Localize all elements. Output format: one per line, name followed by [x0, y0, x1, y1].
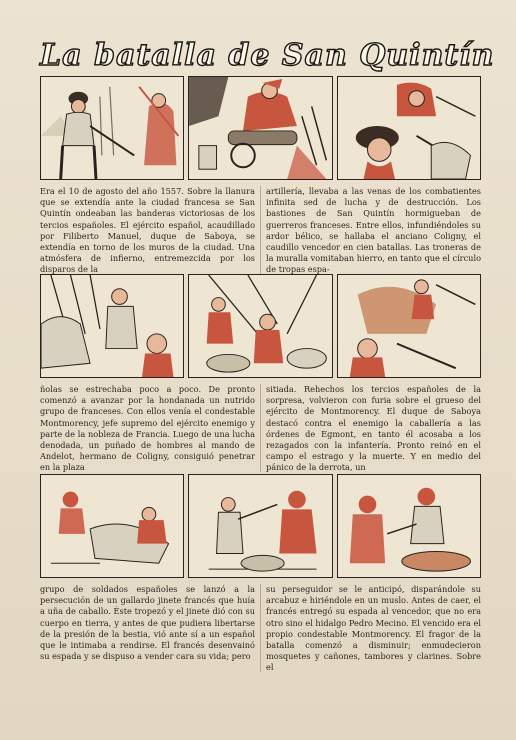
- text-column-right: sitiada. Rehechos los tercios españoles de la sorpresa, volvieron con furia sobre el grueso del ejército de Montmorency. El duque de Saboya destacó contra el enemigo la caballería a las órdenes de Egmont, en tanto él acosaba a los rezagados con la infantería. Pronto reinó en el campo el estrago y la muerte. Y en medio del pánico de la derrota, un: [266, 384, 481, 472]
- text-block-1: [40, 186, 481, 274]
- text-column-right: su perseguidor se le anticipó, disparándole su arcabuz e hiriéndole en un muslo. Antes de caer, el francés entregó su espada al vencedor, que no era otro sino el hidalgo Pedro Mecino. El vencido era el propio condestable Montmorency. El fragor de la batalla comenzó a disminuir; enmudecieron mosquetes y cañones, tambores y clarines. Sobre el: [266, 584, 481, 672]
- officer-illustration: [338, 77, 480, 179]
- comic-panel-6: [337, 274, 481, 378]
- page-title: La batalla de San Quintín: [40, 38, 495, 73]
- text-column-right: artillería, llevaba a las venas de los combatientes infinita sed de lucha y de destrucción. Los bastiones de San Quintín hormigueban de guerreros franceses. Entre ellos, infundiéndoles su ardor bélico, se hallaba el anciano Coligny, el caudillo vencedor en cien batallas. Las troneras de la muralla vomitaban hierro, en tanto que el círculo de tropas espa-: [266, 186, 481, 274]
- fallen-horse-illustration: [41, 475, 183, 577]
- comic-panel-2: [188, 76, 332, 180]
- comic-panel-7: [40, 474, 184, 578]
- knight-illustration: [41, 77, 183, 179]
- panel-row-2: [40, 274, 481, 378]
- text-column-left: ñolas se estrechaba poco a poco. De pronto comenzó a avanzar por la hondanada un nutrido grupo de franceses. Con ellos venía el condestable Montmorency, jefe supremo del ejército enemigo y parte de la nobleza de Francia. Luego de una lucha denodada, un puñado de hombres al mando de Andelot, hermano de Coligny, consiguió penetrar en la plaza: [40, 384, 255, 472]
- comic-panel-1: [40, 76, 184, 180]
- column-divider: [260, 584, 261, 672]
- text-block-2: [40, 384, 481, 472]
- panel-row-3: [40, 474, 481, 578]
- text-column-left: Era el 10 de agosto del año 1557. Sobre la llanura que se extendía ante la ciudad francesa se San Quintín ondeaban las banderas victoriosas de los tercios españoles. El ejército español, acaudillado por Filiberto Manuel, duque de Saboya, se extendía en torno de los muros de la ciudad. Una atmósfera de infierno, entremezcida por los disparos de la: [40, 186, 255, 274]
- comic-panel-9: [337, 474, 481, 578]
- cavalry-illustration: [338, 275, 480, 377]
- comic-panel-5: [188, 274, 332, 378]
- duel-illustration: [189, 475, 331, 577]
- comic-panel-8: [188, 474, 332, 578]
- melee-illustration: [189, 275, 331, 377]
- surrender-illustration: [338, 475, 480, 577]
- comic-panel-4: [40, 274, 184, 378]
- comic-panel-3: [337, 76, 481, 180]
- column-divider: [260, 384, 261, 472]
- horses-illustration: [41, 275, 183, 377]
- text-column-left: grupo de soldados españoles se lanzó a la persecución de un gallardo jinete francés que huía a uña de caballo. Éste tropezó y el jinete dió con su cuerpo en tierra, y antes de que pudiera libertarse de la presión de la bestia, vió ante sí a un español que le intimaba a rendirse. El francés desenvainó su espada y se dispuso a vender cara su vida; pero: [40, 584, 255, 662]
- panel-row-1: [40, 76, 481, 180]
- text-block-3: [40, 584, 481, 672]
- cannon-illustration: [189, 77, 331, 179]
- column-divider: [260, 186, 261, 274]
